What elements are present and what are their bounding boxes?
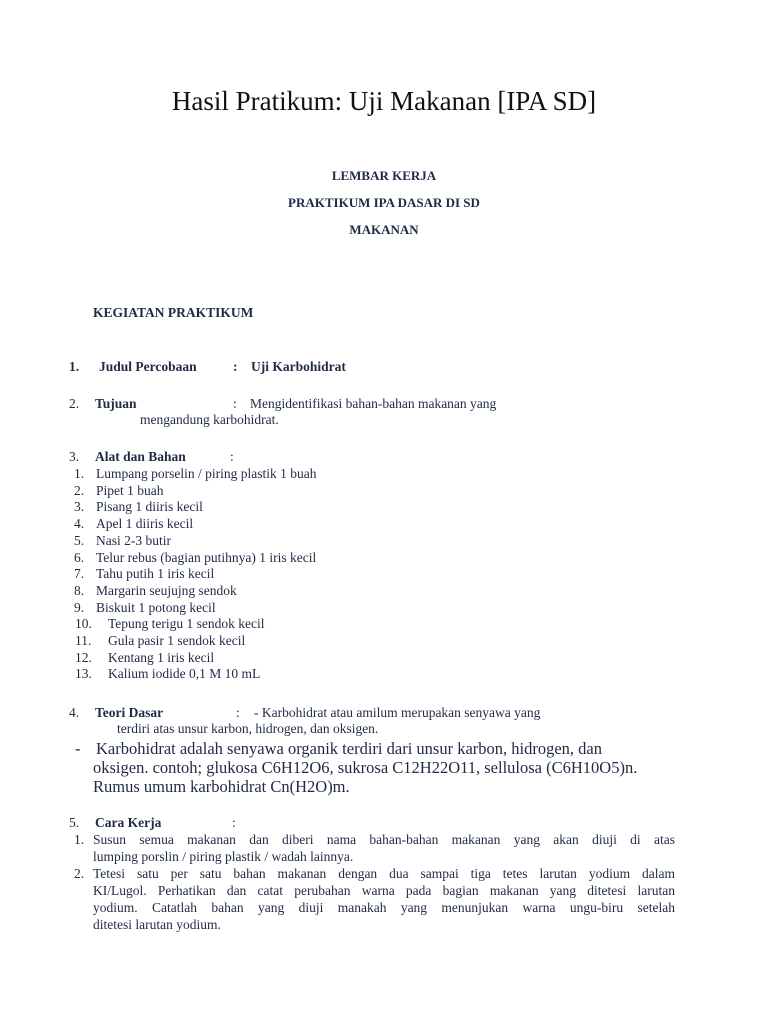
item-text: Pisang 1 diiris kecil [96,499,203,515]
document-title: Hasil Pratikum: Uji Makanan [IPA SD] [171,86,597,116]
section-colon: : [233,396,237,411]
item-text: Tahu putih 1 iris kecil [96,566,215,582]
step-number: 1. [74,832,85,847]
item-text: Tepung terigu 1 sendok kecil [108,616,265,632]
item-text: Apel 1 diiris kecil [96,516,194,532]
section-colon: : [236,705,240,720]
header-praktikum: PRAKTIKUM IPA DASAR DI SD [288,195,480,210]
teori-line2: oksigen. contoh; glukosa C6H12O6, sukrosa C12H22O11, sellulosa (C6H10O5)n. [93,758,638,777]
item-number: 7. [74,566,85,582]
section-value-line2: terdiri atas unsur karbon, hidrogen, dan oksigen. [117,721,379,736]
section-label: Judul Percobaan [99,359,197,374]
section-value-line2: mengandung karbohidrat. [140,412,279,427]
step2-line4: ditetesi larutan yodium. [93,917,221,932]
section-colon: : [233,359,238,374]
section-number: 2. [69,396,80,411]
item-number: 13. [75,666,92,682]
item-number: 5. [74,532,85,548]
item-number: 3. [74,499,85,515]
item-text: Gula pasir 1 sendok kecil [108,633,246,648]
item-text: Biskuit 1 potong kecil [96,599,216,615]
item-text: Kalium iodide 0,1 M 10 mL [108,666,261,682]
section-value: Uji Karbohidrat [251,359,346,374]
section-label: Tujuan [95,396,137,411]
item-number: 8. [74,582,85,598]
teori-line3: Rumus umum karbohidrat Cn(H2O)m. [93,777,350,796]
header-makanan: MAKANAN [349,222,419,237]
item-number: 2. [74,482,85,498]
step2-line1: Tetesi satu per satu bahan makanan dengan dua sampai tiga tetes larutan yodium dalam [93,866,675,881]
header-lembar-kerja: LEMBAR KERJA [331,168,437,183]
item-number: 6. [74,549,85,565]
item-text: Nasi 2-3 butir [96,532,171,548]
section-label: Alat dan Bahan [95,449,186,464]
list-dash: - [75,739,81,758]
section-value-line1: Mengidentifikasi bahan-bahan makanan yang [250,396,497,411]
section-colon: : [232,815,236,830]
section-colon: : [230,449,234,464]
item-text: Margarin seujujng sendok [96,582,237,598]
item-number: 12. [75,649,92,665]
item-text: Telur rebus (bagian putihnya) 1 iris kecil [96,549,317,565]
item-number: 4. [74,516,85,532]
step1-line1: Susun semua makanan dan diberi nama bahan-bahan makanan yang akan diuji di atas [93,832,675,847]
step2-line3: yodium. Catatlah bahan yang diuji manakah yang menunjukan warna ungu-biru setelah [93,900,675,915]
step2-line2: KI/Lugol. Perhatikan dan catat perubahan warna pada bagian makanan yang ditetesi larutan [93,883,675,898]
step-number: 2. [74,866,85,881]
section-value-line1: - Karbohidrat atau amilum merupakan senyawa yang [254,705,541,720]
item-number: 10. [75,616,92,632]
item-text: Pipet 1 buah [96,482,164,498]
item-number: 11. [75,633,92,648]
item-text: Lumpang porselin / piring plastik 1 buah [96,466,317,481]
section-number: 3. [69,449,80,464]
item-text: Kentang 1 iris kecil [108,649,215,665]
item-number: 9. [74,599,85,615]
step1-line2: lumping porslin / piring plastik / wadah lainnya. [93,849,354,864]
kegiatan-heading: KEGIATAN PRAKTIKUM [93,305,254,320]
section-number: 5. [69,815,80,830]
teori-line1: Karbohidrat adalah senyawa organik terdiri dari unsur karbon, hidrogen, dan [96,739,602,758]
section-label: Cara Kerja [95,815,162,830]
section-label: Teori Dasar [95,705,164,720]
section-number: 4. [69,705,80,720]
section-number: 1. [69,359,80,374]
item-number: 1. [74,466,85,481]
